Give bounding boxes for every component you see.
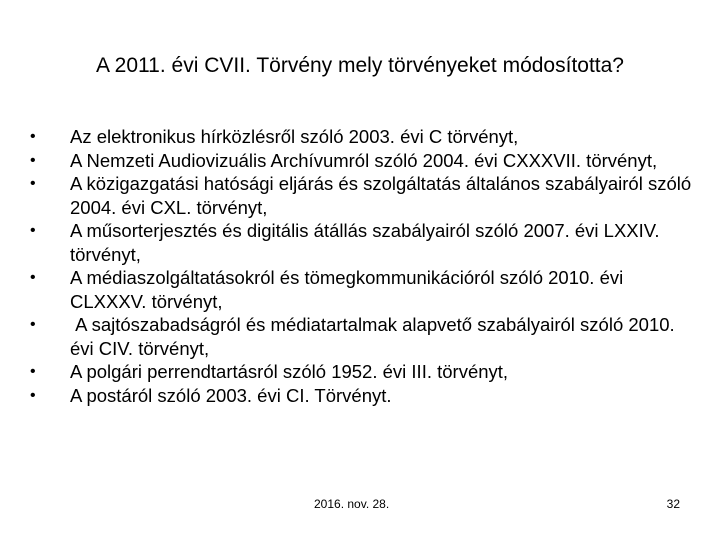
page-number: 32: [666, 497, 680, 511]
list-item: [30, 149, 700, 173]
list-item: [30, 313, 700, 360]
list-item: [30, 384, 700, 408]
bullet-icon: •: [30, 175, 36, 192]
list-item-text: A sajtószabadságról és médiatartalmak alapvető szabályairól szóló 2010. évi CIV. törvényt,: [70, 314, 680, 359]
list-item-text: A Nemzeti Audiovizuális Archívumról szóló 2004. évi CXXXVII. törvényt,: [70, 149, 658, 171]
bullet-icon: •: [30, 363, 36, 380]
footer-date: 2016. nov. 28.: [314, 497, 390, 511]
list-item-text: A közigazgatási hatósági eljárás és szolgáltatás általános szabályairól szóló 2004. évi CXL. törvényt,: [70, 173, 692, 218]
bullet-icon: •: [30, 269, 36, 286]
bullet-icon: •: [30, 222, 36, 239]
list-item-text: A médiaszolgáltatásokról és tömegkommunikációról szóló 2010. évi CLXXXV. törvényt,: [70, 267, 624, 312]
bullet-icon: •: [30, 151, 36, 169]
list-item: [30, 219, 700, 266]
bullet-icon: •: [30, 386, 36, 404]
list-item: [30, 360, 700, 384]
list-item-text: A polgári perrendtartásról szóló 1952. évi III. törvényt,: [70, 361, 509, 382]
list-item: [30, 172, 700, 219]
bullet-icon: •: [30, 128, 36, 145]
list-item-text: Az elektronikus hírközlésről szóló 2003. évi C törvényt,: [70, 126, 519, 147]
slide-title: A 2011. évi CVII. Törvény mely törvényeket módosította?: [96, 54, 624, 77]
list-item-text: A műsorterjesztés és digitális átállás szabályairól szóló 2007. évi LXXIV. törvényt,: [70, 220, 660, 265]
bullet-list: [30, 125, 700, 407]
bullet-icon: •: [30, 316, 36, 333]
list-item-text: A postáról szóló 2003. évi CI. Törvényt.: [70, 384, 392, 406]
list-item: [30, 125, 700, 149]
list-item: [30, 266, 700, 313]
